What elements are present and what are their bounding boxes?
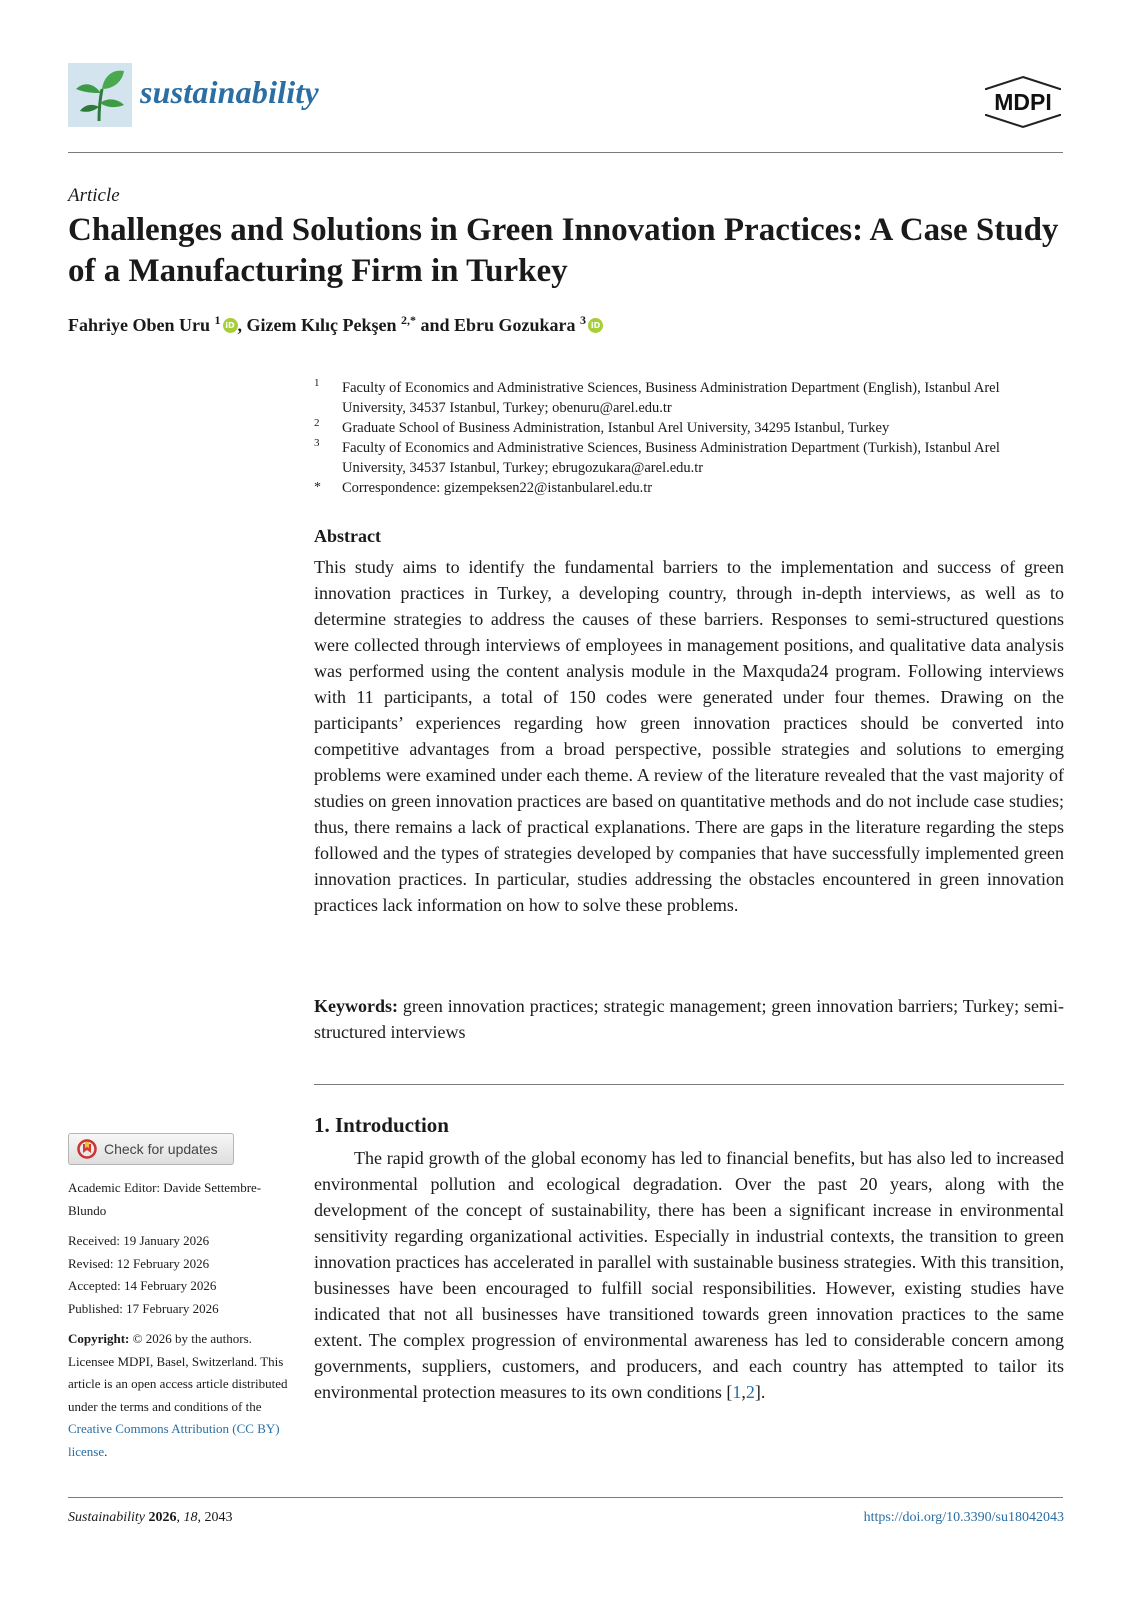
citation-link[interactable]: 2: [745, 1382, 755, 1402]
affiliation-mark: 2: [314, 417, 320, 429]
footer-journal: Sustainability: [68, 1510, 145, 1525]
check-updates-icon: [77, 1139, 97, 1159]
affiliation-text: Graduate School of Business Administration, Istanbul Arel University, 34295 Istanbul, Turkey: [342, 420, 890, 436]
abstract-heading: Abstract: [314, 526, 381, 546]
introduction-paragraph: [314, 1145, 1064, 1405]
author-list: [68, 313, 603, 336]
affiliation-text: Faculty of Economics and Administrative Sciences, Business Administration Department (Turkish), Istanbul Arel University, 34537 Istanbul, Turkey; ebrugozukara@arel.edu.tr: [342, 440, 1000, 476]
orcid-icon[interactable]: iD: [223, 318, 238, 333]
author-name: Fahriye Oben Uru: [68, 315, 210, 335]
affiliation-mark: 3: [314, 437, 320, 449]
section-heading-introduction: 1. Introduction: [314, 1113, 449, 1137]
affiliations: [314, 378, 1064, 498]
author-name: Ebru Gozukara: [454, 315, 576, 335]
affiliation-item: [314, 378, 1064, 418]
copyright-text: © 2026 by the authors. Licensee MDPI, Basel, Switzerland. This article is an open access article distributed under the terms and conditions of the: [68, 1331, 288, 1414]
author-affiliation-mark: 1: [214, 313, 221, 327]
journal-name[interactable]: sustainability: [140, 74, 319, 110]
article-metadata: [68, 1177, 288, 1463]
publisher-logo[interactable]: [980, 74, 1066, 130]
affiliation-item: [314, 478, 1064, 498]
accepted-date: Accepted: 14 February 2026: [68, 1278, 217, 1293]
affiliation-item: [314, 438, 1064, 478]
affiliation-text: Faculty of Economics and Administrative Sciences, Business Administration Department (English), Istanbul Arel University, 34537 Istanbul, Turkey; obenuru@arel.edu.tr: [342, 380, 1000, 416]
received-date: Received: 19 January 2026: [68, 1233, 210, 1248]
mdpi-logo-icon: [980, 74, 1066, 130]
affiliation-mark: *: [314, 480, 321, 495]
citation-bracket: ].: [754, 1382, 766, 1402]
footer-article-number: 2043: [204, 1510, 233, 1525]
check-for-updates-button[interactable]: [68, 1133, 234, 1165]
keywords-text: green innovation practices; strategic management; green innovation barriers; Turkey; semi-structured interviews: [314, 996, 1064, 1042]
affiliation-item: [314, 418, 1064, 438]
author-name: Gizem Kılıç Pekşen: [246, 315, 397, 335]
check-updates-label: Check for updates: [104, 1141, 218, 1157]
copyright-notice: [68, 1328, 288, 1463]
doi-link[interactable]: https://doi.org/10.3390/su18042043: [863, 1510, 1064, 1525]
author-affiliation-mark: 3: [580, 313, 587, 327]
article-title: Challenges and Solutions in Green Innovation Practices: A Case Study of a Manufacturing Firm in Turkey: [68, 212, 1059, 289]
abstract-divider: [314, 1084, 1064, 1085]
author-separator: ,: [237, 315, 247, 335]
keywords-label: Keywords:: [314, 996, 398, 1016]
mdpi-logo-text: MDPI: [994, 89, 1052, 115]
affiliation-mark: 1: [314, 377, 320, 389]
copyright-end: .: [104, 1443, 108, 1459]
citation-footer: Sustainability 2026, 18, 2043: [68, 1510, 233, 1525]
license-link[interactable]: Creative Commons Attribution (CC BY) license: [68, 1421, 280, 1459]
revised-date: Revised: 12 February 2026: [68, 1255, 210, 1271]
article-type: Article: [68, 185, 120, 206]
introduction-text: The rapid growth of the global economy has led to financial benefits, but has also led to increased environmental pollution and ecological degradation. Over the past 20 years, along with the development of the concept of sustainability, there has been a significant increase in environmental sensitivity regarding organizational activities. Especially in industrial contexts, the transition to green innovation practices has accelerated in parallel with sustainable business strategies. With this transition, businesses have been encouraged to fulfill social responsibilities. However, existing studies have indicated that not all businesses have transitioned towards green innovation practices to the same extent. The complex progression of environmental awareness has led to considerable concern among governments, suppliers, customers, and producers, and each country has attempted to tailor its environmental protection measures to its own conditions: [314, 1148, 1064, 1402]
author-affiliation-mark: 2,*: [400, 313, 416, 327]
orcid-icon[interactable]: iD: [588, 318, 603, 333]
academic-editor: Academic Editor: Davide Settembre-Blundo: [68, 1180, 262, 1218]
citation-bracket: [: [726, 1382, 733, 1402]
footer-divider: [68, 1497, 1063, 1498]
footer-year: 2026: [148, 1510, 177, 1525]
journal-logo[interactable]: [68, 63, 132, 127]
footer-volume: 18: [183, 1510, 198, 1525]
abstract-text: This study aims to identify the fundamental barriers to the implementation and success of green innovation practices in Turkey, a developing country, through in-depth interviews, as well as to determine strategies to address the causes of these barriers. Responses to semi-structured questions were collected through interviews of employees in management positions, and qualitative data analysis was performed using the content analysis module in the Maxquda24 program. Following interviews with 11 participants, a total of 150 codes were generated under four themes. Drawing on the participants’ experiences regarding how green innovation practices should be converted into competitive advantages from a broad perspective, possible strategies and solutions to emerging problems were examined under each theme. A review of the literature revealed that the vast majority of studies on green innovation practices are based on quantitative methods and do not include case studies; thus, there remains a lack of practical explanations. There are gaps in the literature regarding the steps followed and the types of strategies developed by companies that have successfully implemented green innovation practices. In particular, studies addressing the obstacles encountered in green innovation practices lack information on how to solve these problems.: [314, 557, 1064, 915]
citation-separator: ,: [741, 1382, 746, 1402]
author-separator: and: [415, 315, 454, 335]
citation-link[interactable]: 1: [732, 1382, 742, 1402]
keywords: [314, 993, 1064, 1045]
header-divider: [68, 152, 1063, 153]
correspondence-text: Correspondence: gizempeksen22@istanbularel.edu.tr: [342, 480, 653, 496]
copyright-label: Copyright:: [68, 1331, 130, 1346]
published-date: Published: 17 February 2026: [68, 1300, 219, 1316]
sprout-logo-icon: [68, 63, 132, 127]
